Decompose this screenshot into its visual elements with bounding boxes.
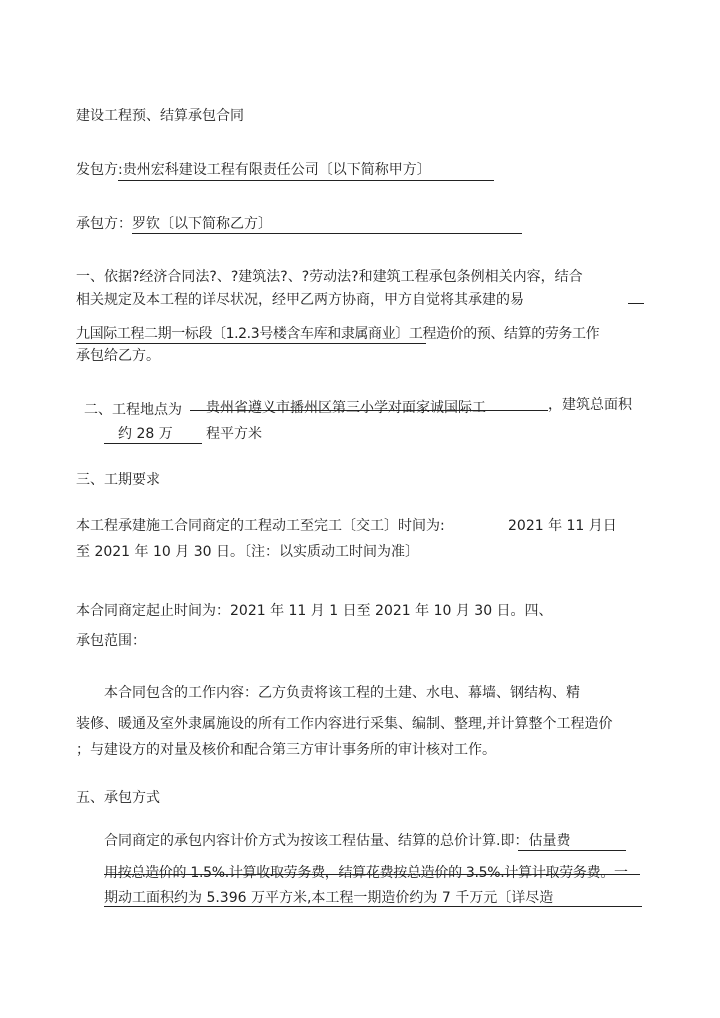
section-3-line-3: 本合同商定起止时间为：2021 年 11 月 1 日至 2021 年 10 月 30 日。四、 bbox=[76, 603, 553, 619]
section-1-underline bbox=[76, 343, 426, 344]
section-3-line-2: 至 2021 年 10 月 30 日。〔注：以实质动工时间为准〕 bbox=[76, 544, 419, 560]
section-5-line-3: 期动工面积约为 5.396 万平方米,本工程一期造价约为 7 千万元〔详尽造 bbox=[104, 890, 554, 906]
section-2-label: 二、工程地点为 bbox=[84, 402, 182, 418]
section-3-heading: 三、工期要求 bbox=[76, 472, 160, 488]
section-5-line-2: 用按总造价的 1.5%.计算收取劳务费，结算花费按总造价的 3.5%.计算计取劳务费。一 bbox=[104, 865, 628, 881]
section-2-area: 约 28 万 bbox=[118, 426, 173, 442]
section-4-line-2: 装修、暖通及室外隶属施设的所有工作内容进行采集、编制、整理,并计算整个工程造价 bbox=[76, 716, 613, 732]
party-b-underline bbox=[132, 233, 522, 234]
section-5-line-3-underline bbox=[104, 906, 642, 907]
section-1-line-4: 承包给乙方。 bbox=[76, 348, 160, 364]
section-5-line-2-strike bbox=[104, 874, 640, 875]
section-2-area-unit: 程平方米 bbox=[206, 426, 262, 442]
section-1-line-2: 相关规定及本工程的详尽状况，经甲乙两方协商，甲方自觉将其承建的易 bbox=[76, 292, 524, 308]
section-2-area-label: ，建筑总面积 bbox=[548, 397, 632, 413]
section-5-heading: 五、承包方式 bbox=[76, 790, 160, 806]
section-5-line-1: 合同商定的承包内容计价方式为按该工程估量、结算的总价计算.即：估量费 bbox=[104, 833, 571, 849]
section-5-line-1-underline bbox=[518, 850, 626, 851]
section-1-dash bbox=[628, 303, 644, 304]
section-2-area-underline bbox=[104, 443, 202, 444]
section-3-line-1: 本工程承建施工合同商定的工程动工至完工〔交工〕时间为: bbox=[76, 518, 445, 534]
section-2-location-underline bbox=[190, 410, 548, 411]
party-a-underline bbox=[118, 180, 494, 181]
party-a: 发包方:贵州宏科建设工程有限责任公司〔以下简称甲方〕 bbox=[76, 162, 431, 178]
section-3-line-1-date: 2021 年 11 月日 bbox=[508, 518, 617, 534]
section-2-location: 贵州省遵义市播州区第三小学对面家诚国际工 bbox=[206, 400, 486, 416]
section-3-line-4: 承包范围： bbox=[76, 633, 146, 649]
party-b: 承包方：罗钦〔以下简称乙方〕 bbox=[76, 216, 272, 232]
section-4-line-1: 本合同包含的工作内容：乙方负责将该工程的土建、水电、幕墙、钢结构、精 bbox=[104, 685, 580, 701]
section-1-line-1: 一、依据?经济合同法?、?建筑法?、?劳动法?和建筑工程承包条例相关内容，结合 bbox=[76, 269, 583, 285]
section-4-line-3: ；与建设方的对量及核价和配合第三方审计事务所的审计核对工作。 bbox=[76, 742, 496, 758]
section-1-line-3: 九国际工程二期一标段〔1.2.3号楼含车库和隶属商业〕工程造价的预、结算的劳务工作 bbox=[76, 326, 600, 342]
contract-title: 建设工程预、结算承包合同 bbox=[76, 108, 244, 124]
